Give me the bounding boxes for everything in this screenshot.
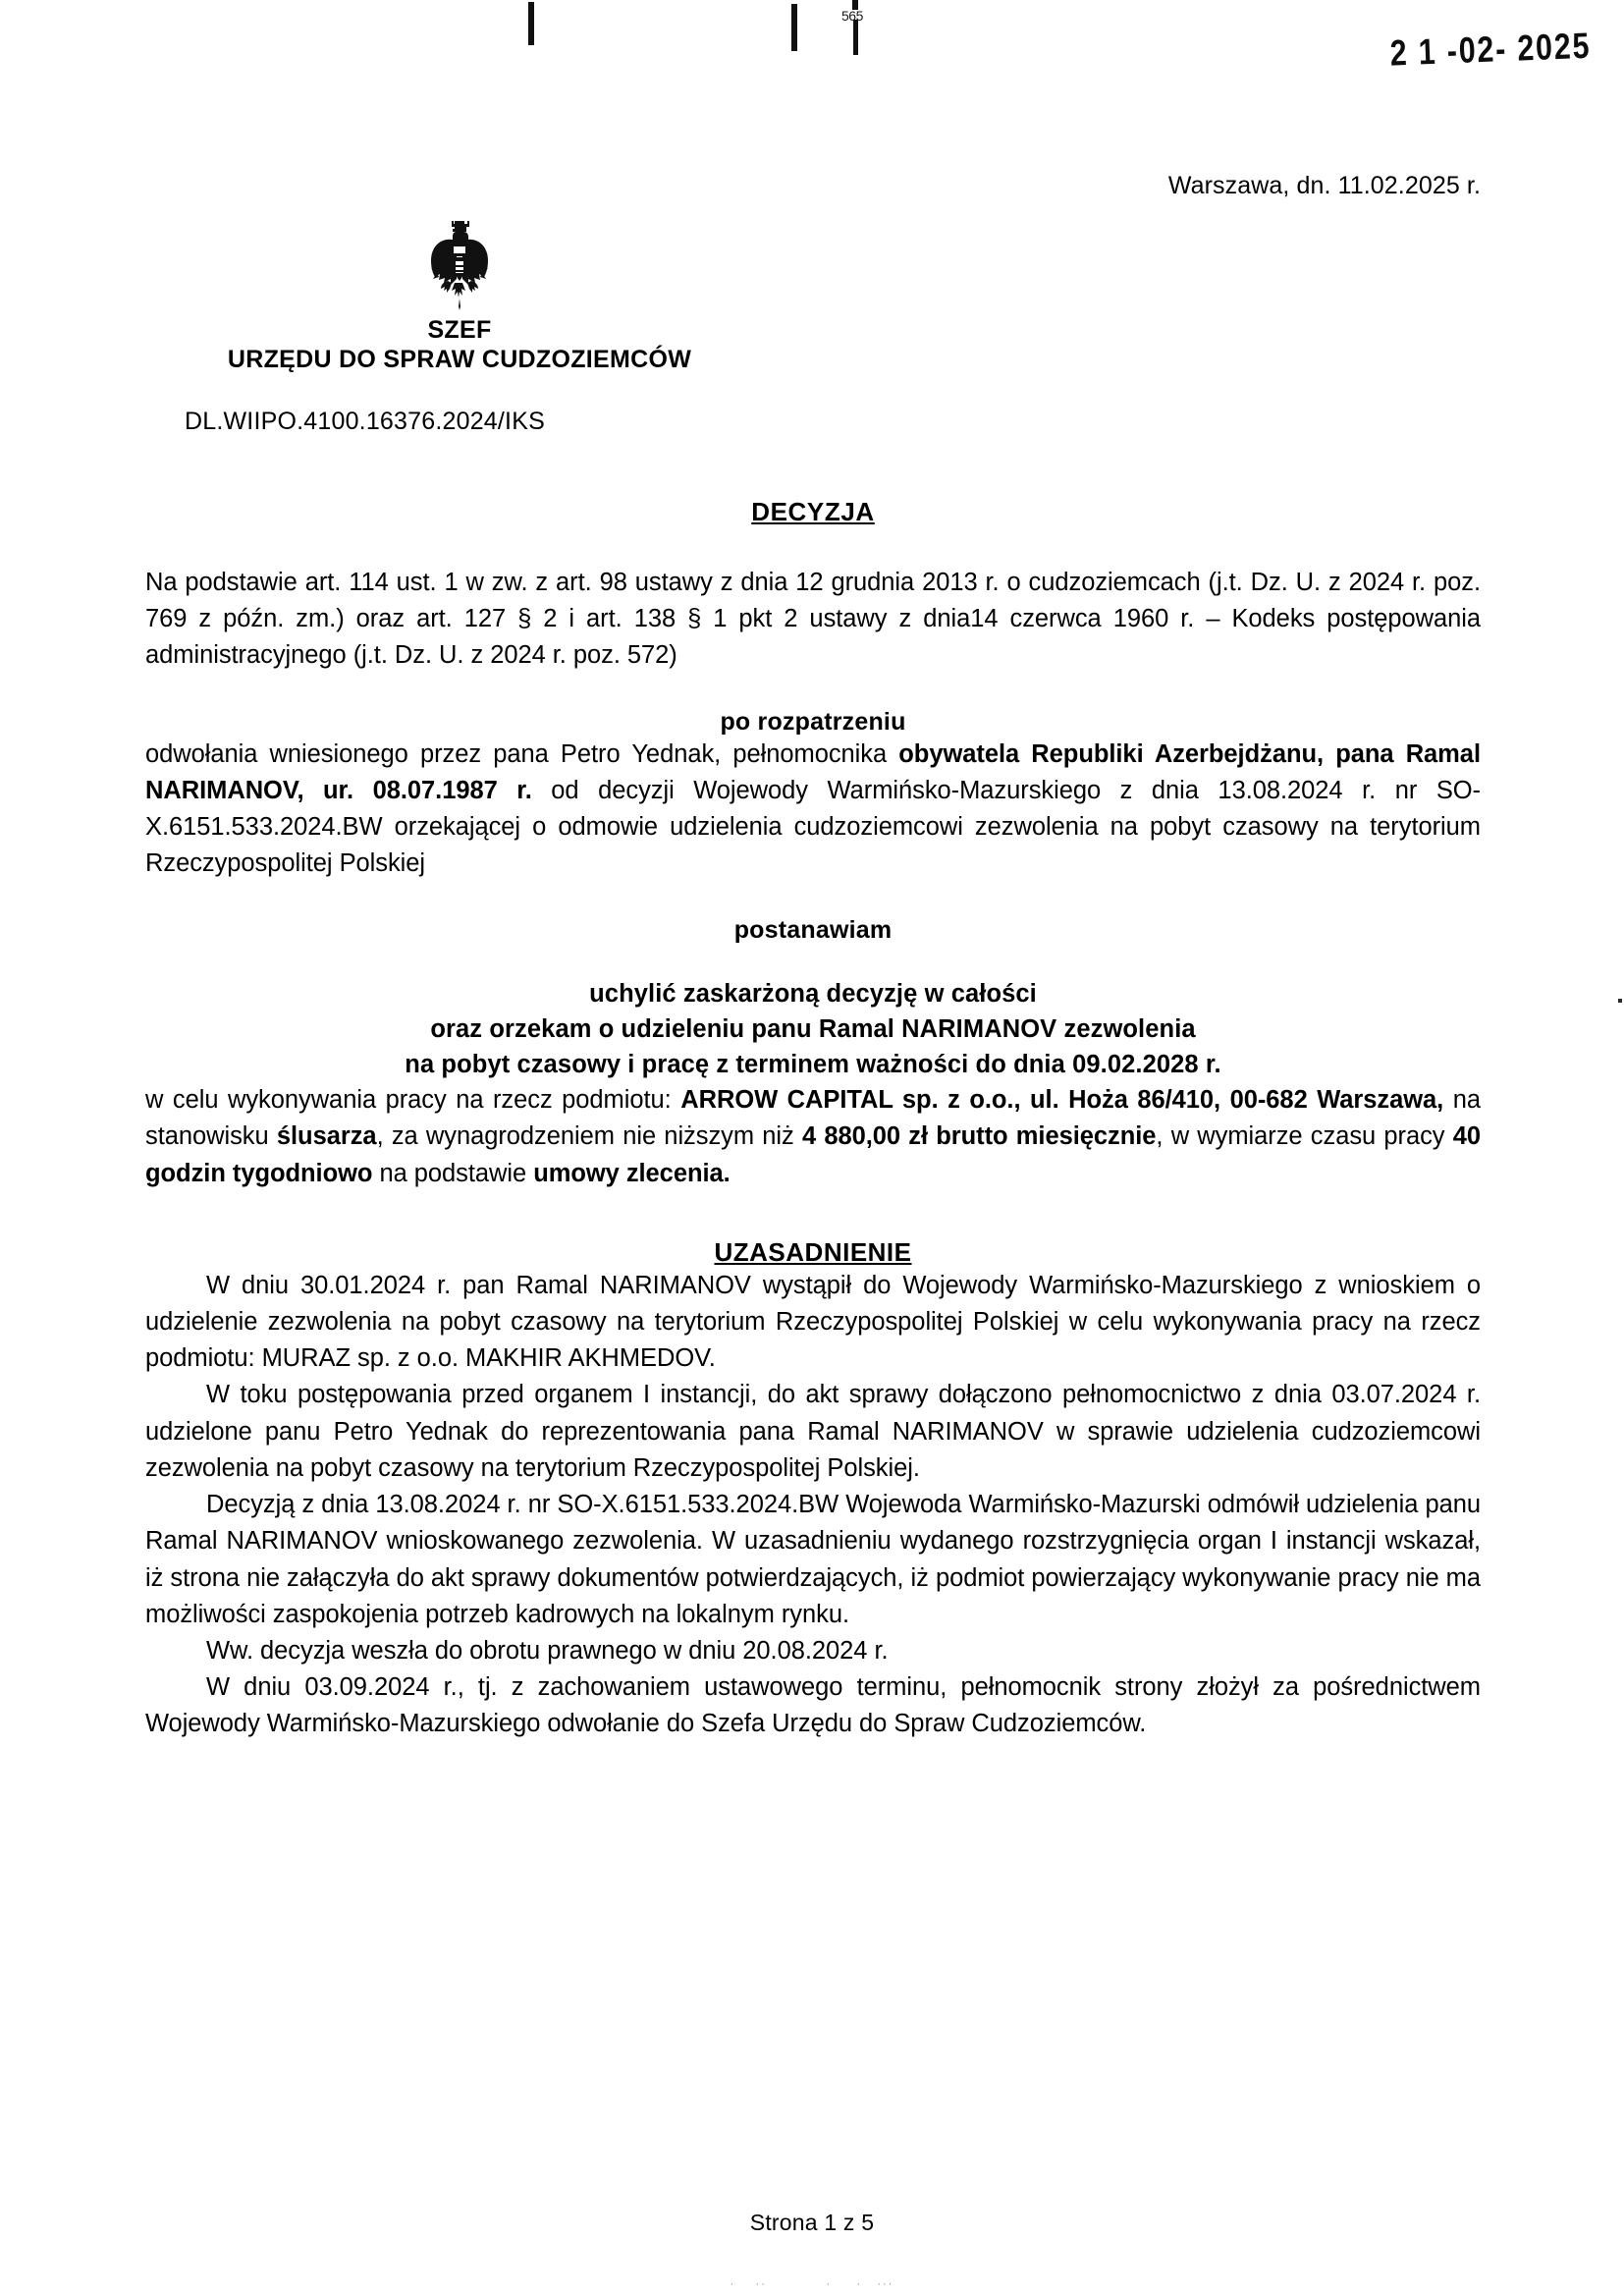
employment-conditions-paragraph <box>145 1082 1481 1192</box>
authority-title-line-1: SZEF <box>427 316 492 344</box>
justification-paragraph-4: Ww. decyzja weszła do obrotu prawnego w dniu 20.08.2024 r. <box>206 1636 889 1665</box>
employment-seg-4: , w wymiarze czasu pracy <box>1156 1122 1453 1151</box>
appeal-subject-bold: obywatela Republiki Azerbejdżanu, pana Ramal NARIMANOV, ur. 08.07.1987 r. <box>145 739 1481 804</box>
contract-type: umowy zlecenia. <box>533 1159 731 1187</box>
footer-cropped-line: · ·· · · ··· <box>730 2278 894 2290</box>
employment-seg-2: na stanowisku <box>145 1086 1481 1151</box>
employment-seg-1: w celu wykonywania pracy na rzecz podmiotu: <box>145 1086 681 1115</box>
minimum-salary: 4 880,00 zł brutto miesięcznie <box>801 1122 1157 1151</box>
after-review-label: po rozpatrzeniu <box>720 707 906 736</box>
resolve-label: postanawiam <box>733 915 893 944</box>
justification-paragraph-1: W dniu 30.01.2024 r. pan Ramal NARIMANOV wystąpił do Wojewody Warmińsko-Mazurskiego z wnioskiem o udzielenie zezwolenia na pobyt czasowy na terytorium Rzeczypospolitej Polskiej w celu wykonywania pracy na rzecz podmiotu: MURAZ sp. z o.o. MAKHIR AKHMEDOV. <box>145 1271 1481 1373</box>
authority-header <box>145 218 774 374</box>
appeal-text-part-2: od decyzji Wojewody Warmińsko-Mazurskiego z dnia 13.08.2024 r. nr SO-X.6151.533.2024.BW orzekającej o odmowie udzielenia cudzoziemcowi zezwolenia na pobyt czasowy na terytorium Rzeczypospolitej Polskiej <box>145 776 1482 878</box>
job-position: ślusarza <box>276 1122 377 1151</box>
justification-title: UZASADNIENIE <box>714 1236 912 1267</box>
ink-speck-icon <box>1618 999 1622 1003</box>
received-date-stamp: 2 1 -02- 2025 <box>1389 25 1592 74</box>
employment-seg-3: , za wynagrodzeniem nie niższym niż <box>376 1122 802 1151</box>
case-reference-number: DL.WIIPO.4100.16376.2024/IKS <box>185 408 545 435</box>
working-hours: 40 godzin tygodniowo <box>145 1122 1481 1187</box>
polish-eagle-emblem-icon <box>145 218 774 312</box>
authority-title-line-2: URZĘDU DO SPRAW CUDZOZIEMCÓW <box>227 345 692 373</box>
ruling-block <box>145 976 1481 1083</box>
page-footer: Strona 1 z 5 <box>749 2210 875 2235</box>
place-and-date: Warszawa, dn. 11.02.2025 r. <box>1167 172 1481 199</box>
ruling-line-3: na pobyt czasowy i pracę z terminem ważności do dnia 09.02.2028 r. <box>405 1050 1221 1078</box>
appeal-description-paragraph <box>145 737 1481 883</box>
ruling-line-1: uchylić zaskarżoną decyzję w całości <box>589 979 1037 1008</box>
archive-number: 565 <box>841 8 863 24</box>
justification-paragraph-2: W toku postępowania przed organem I instancji, do akt sprawy dołączono pełnomocnictwo z dnia 03.07.2024 r. udzielone panu Petro Yednak do reprezentowania pana Ramal NARIMANOV w sprawie udzielenia cudzoziemcowi zezwolenia na pobyt czasowy na terytorium Rzeczypospolitej Polskiej. <box>145 1381 1481 1482</box>
justification-paragraph-5: W dniu 03.09.2024 r., tj. z zachowaniem ustawowego terminu, pełnomocnik strony złożył za pośrednictwem Wojewody Warmińsko-Mazurskiego odwołanie do Szefa Urzędu do Spraw Cudzoziemców. <box>145 1673 1481 1738</box>
document-title: DECYZJA <box>751 497 875 526</box>
appeal-text-part-1: odwołania wniesionego przez pana Petro Yednak, pełnomocnika <box>145 739 899 768</box>
legal-basis-paragraph: Na podstawie art. 114 ust. 1 w zw. z art. 98 ustawy z dnia 12 grudnia 2013 r. o cudzoziemcach (j.t. Dz. U. z 2024 r. poz. 769 z późn. zm.) oraz art. 127 § 2 i art. 138 § 1 pkt 2 ustawy z dnia14 czerwca 1960 r. – Kodeks postępowania administracyjnego (j.t. Dz. U. z 2024 r. poz. 572) <box>145 569 1481 670</box>
employer-name: ARROW CAPITAL sp. z o.o., ul. Hoża 86/410, 00-682 Warszawa, <box>680 1086 1444 1115</box>
employment-seg-5: na podstawie <box>372 1159 534 1187</box>
ruling-line-2: oraz orzekam o udzieleniu panu Ramal NARIMANOV zezwolenia <box>430 1014 1196 1043</box>
justification-paragraph-3: Decyzją z dnia 13.08.2024 r. nr SO-X.6151.533.2024.BW Wojewoda Warmińsko-Mazurski odmówił udzielenia panu Ramal NARIMANOV wnioskowanego zezwolenia. W uzasadnieniu wydanego rozstrzygnięcia organ I instancji wskazał, iż strona nie załączyła do akt sprawy dokumentów potwierdzających, iż podmiot powierzający wykonywanie pracy nie ma możliwości zaspokojenia potrzeb kadrowych na lokalnym rynku. <box>145 1491 1481 1628</box>
document-content <box>145 0 1481 1743</box>
